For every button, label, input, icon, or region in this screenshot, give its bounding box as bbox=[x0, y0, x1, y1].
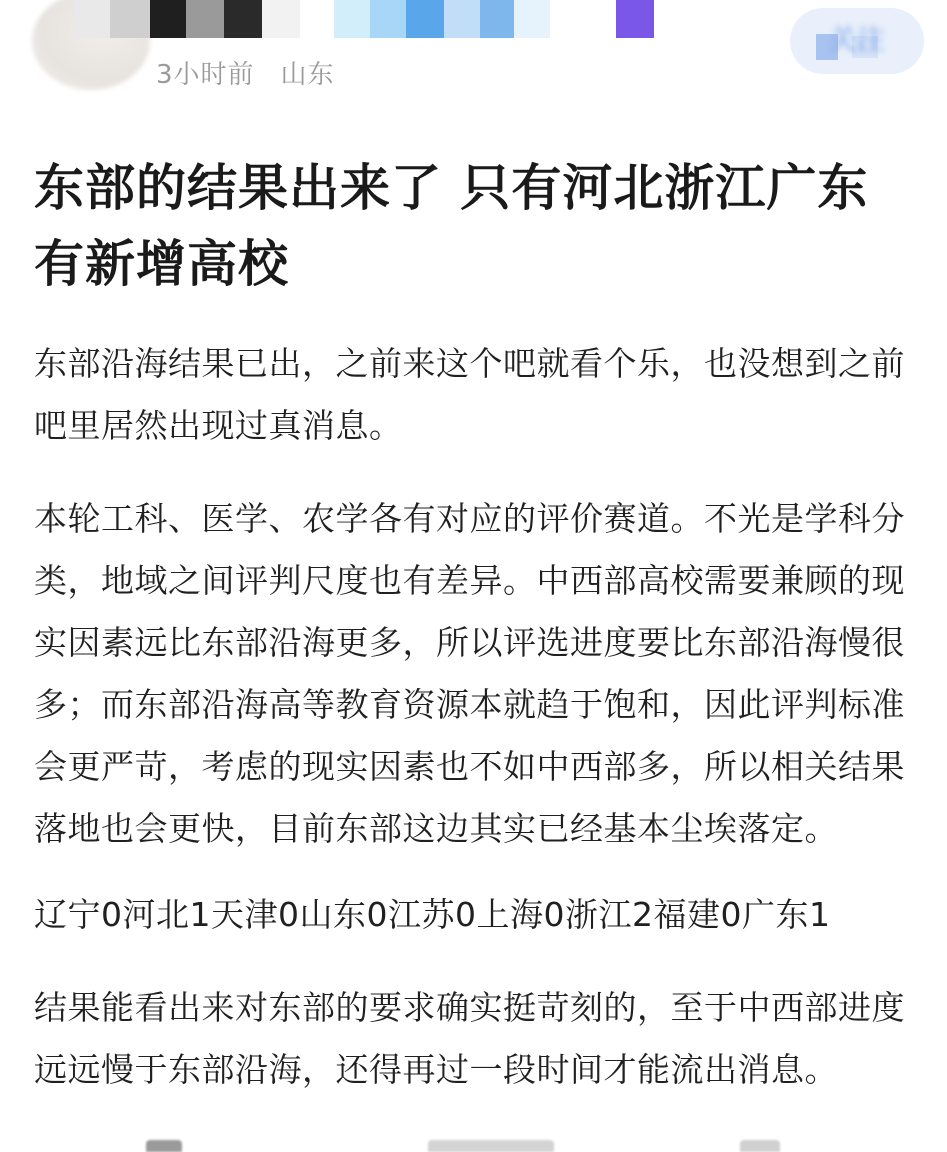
share-icon[interactable] bbox=[146, 1140, 182, 1152]
username-blur-block bbox=[334, 0, 370, 38]
username-blur-block bbox=[262, 0, 300, 38]
username-blur-block bbox=[110, 0, 150, 38]
post-time: 3小时前 bbox=[156, 60, 255, 90]
username-blur-block bbox=[616, 0, 654, 38]
username-blur-block bbox=[186, 0, 224, 38]
post-paragraph: 本轮工科、医学、农学各有对应的评价赛道。不光是学科分类，地域之间评判尺度也有差异。中西部高校需要兼顾的现实因素远比东部沿海更多，所以评选进度要比东部沿海慢很多；而东部沿海高等教育资源本就趋于饱和，因此评判标准会更严苛，考虑的现实因素也不如中西部多，所以相关结果落地也会更快，目前东部这边其实已经基本尘埃落定。 bbox=[34, 499, 905, 848]
follow-button-label: 关注 bbox=[828, 24, 885, 55]
post-location: 山东 bbox=[280, 60, 335, 90]
follow-button[interactable] bbox=[790, 8, 924, 74]
post-paragraph: 结果能看出来对东部的要求确实挺苛刻的，至于中西部进度远远慢于东部沿海，还得再过一段时间才能流出消息。 bbox=[34, 988, 905, 1089]
username-blur-block bbox=[224, 0, 262, 38]
username-blur-block bbox=[514, 0, 550, 38]
action-bar bbox=[0, 1134, 947, 1152]
comment-icon[interactable] bbox=[428, 1140, 554, 1152]
post-paragraph: 辽宁0河北1天津0山东0江苏0上海0浙江2福建0广东1 bbox=[34, 895, 831, 934]
username-blur-block bbox=[74, 0, 110, 38]
username-blurred[interactable] bbox=[74, 0, 654, 38]
username-blur-block bbox=[444, 0, 480, 38]
post-meta bbox=[156, 54, 335, 91]
post-title: 东部的结果出来了 只有河北浙江广东有新增高校 bbox=[34, 159, 869, 293]
username-blur-block bbox=[150, 0, 186, 38]
username-blur-block bbox=[406, 0, 444, 38]
username-blur-block bbox=[370, 0, 406, 38]
post-paragraph: 东部沿海结果已出，之前来这个吧就看个乐，也没想到之前吧里居然出现过真消息。 bbox=[34, 344, 905, 445]
like-icon[interactable] bbox=[740, 1140, 780, 1152]
username-blur-block bbox=[300, 0, 334, 38]
username-blur-block bbox=[480, 0, 514, 38]
post-header bbox=[0, 0, 947, 110]
username-blur-block bbox=[550, 0, 616, 38]
